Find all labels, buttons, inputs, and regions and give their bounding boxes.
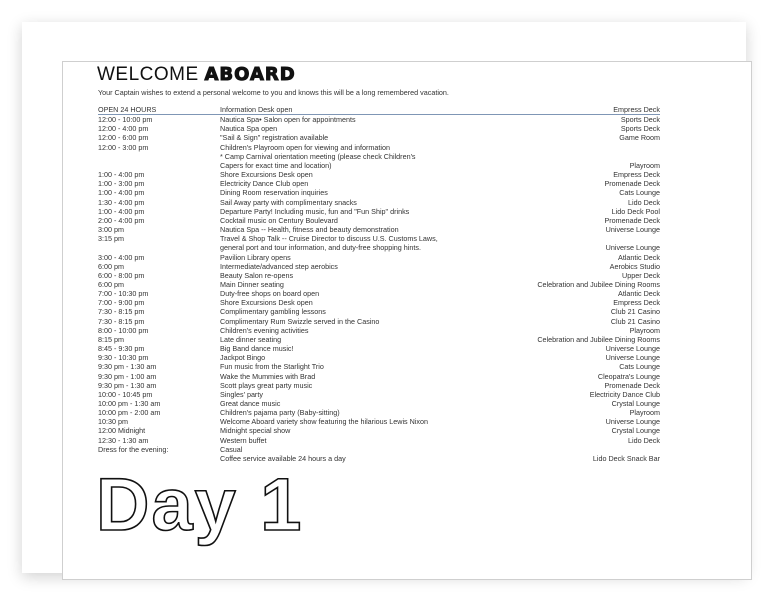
schedule-row <box>98 179 660 188</box>
location-cell: Universe Lounge <box>605 417 660 427</box>
description-cell: Information Desk open <box>220 105 293 114</box>
time-cell: 7:30 - 8:15 pm <box>98 307 145 317</box>
description-cell: Complimentary Rum Swizzle served in the Casino <box>220 316 380 326</box>
schedule-row <box>98 225 660 234</box>
time-cell: 12:00 Midnight <box>98 426 146 436</box>
description-cell: Jackpot Bingo <box>220 353 266 363</box>
description-cell: Midnight special show <box>220 426 291 436</box>
description-cell: Scott plays great party music <box>220 380 313 390</box>
time-cell: Dress for the evening: <box>98 444 169 454</box>
time-cell: 1:30 - 4:00 pm <box>98 197 145 207</box>
time-cell: 9:30 pm - 1:30 am <box>98 380 157 390</box>
description-cell: Nautica Spa open <box>220 124 278 134</box>
schedule-row <box>98 280 660 289</box>
time-cell: 9:30 - 10:30 pm <box>98 353 149 363</box>
location-cell: Lido Deck <box>628 197 660 207</box>
time-cell: 6:00 pm <box>98 261 124 271</box>
description-cell: Casual <box>220 444 243 454</box>
description-cell: Great dance music <box>220 399 281 408</box>
schedule-row <box>98 216 660 225</box>
time-cell: 9:30 pm - 1:00 am <box>98 371 157 381</box>
schedule-row <box>98 362 660 371</box>
location-cell: Sports Deck <box>620 115 660 125</box>
schedule-row <box>98 335 660 344</box>
schedule-row <box>98 326 660 335</box>
time-cell: 2:00 - 4:00 pm <box>98 215 145 225</box>
description-cell: Intermediate/advanced step aerobics <box>220 261 338 271</box>
schedule-row <box>98 115 660 124</box>
schedule-header-row <box>98 105 660 115</box>
schedule-row <box>98 317 660 326</box>
description-cell: Children's Playroom open for viewing and information <box>220 142 390 152</box>
location-cell: Playroom <box>629 160 660 170</box>
time-cell: 12:00 - 4:00 pm <box>98 124 149 134</box>
description-cell: Pavilion Library opens <box>220 252 291 262</box>
description-cell: Electricity Dance Club open <box>220 179 309 189</box>
location-cell: Promenade Deck <box>604 179 660 189</box>
description-cell: general port and tour information, and duty-free shopping hints. <box>220 243 421 253</box>
page-title <box>97 64 296 86</box>
schedule-row <box>98 198 660 207</box>
location-cell: Cleopatra's Lounge <box>597 371 660 381</box>
schedule-row <box>98 262 660 271</box>
title-bold: ABOARD <box>204 64 296 85</box>
description-cell: Children's evening activities <box>220 325 309 335</box>
time-cell: 10:00 pm - 2:00 am <box>98 408 161 418</box>
time-cell: 12:00 - 3:00 pm <box>98 142 149 152</box>
description-cell: Shore Excursions Desk open <box>220 170 313 180</box>
description-cell: Nautica Spa• Salon open for appointments <box>220 115 356 125</box>
description-cell: Singles' party <box>220 389 263 399</box>
location-cell: Game Room <box>619 133 660 143</box>
time-cell: OPEN 24 HOURS <box>98 105 157 114</box>
time-cell: 12:30 - 1:30 am <box>98 435 149 445</box>
time-cell: 9:30 pm - 1:30 am <box>98 362 157 372</box>
time-cell: 3:15 pm <box>98 234 124 244</box>
location-cell: Universe Lounge <box>605 225 660 235</box>
schedule-row <box>98 445 660 454</box>
time-cell: 3:00 pm <box>98 225 124 235</box>
description-cell: Big Band dance music! <box>220 344 294 354</box>
location-cell: Atlantic Deck <box>618 252 660 262</box>
location-cell: Club 21 Casino <box>610 316 660 326</box>
schedule-row <box>98 188 660 197</box>
schedule-row <box>98 170 660 179</box>
schedule-row <box>98 271 660 280</box>
time-cell: 8:45 - 9:30 pm <box>98 344 145 354</box>
location-cell: Crystal Lounge <box>611 426 660 436</box>
description-cell: Wake the Mummies with Brad <box>220 371 316 381</box>
location-cell: Upper Deck <box>622 270 660 280</box>
description-cell: Coffee service available 24 hours a day <box>220 453 346 463</box>
schedule-row <box>98 152 660 161</box>
time-cell: 8:15 pm <box>98 334 124 344</box>
location-cell: Cats Lounge <box>619 362 660 372</box>
schedule-row <box>98 133 660 142</box>
title-light: WELCOME <box>97 64 199 85</box>
schedule-row <box>98 426 660 435</box>
schedule-table <box>98 105 660 463</box>
time-cell: 1:00 - 4:00 pm <box>98 170 145 180</box>
location-cell: Lido Deck Snack Bar <box>592 453 660 463</box>
description-cell: Shore Excursions Desk open <box>220 298 313 308</box>
location-cell: Lido Deck Pool <box>611 206 660 216</box>
description-cell: Fun music from the Starlight Trio <box>220 362 324 372</box>
schedule-row <box>98 298 660 307</box>
schedule-row <box>98 161 660 170</box>
schedule-row <box>98 417 660 426</box>
description-cell: Duty-free shops on board open <box>220 289 320 299</box>
time-cell: 7:00 - 9:00 pm <box>98 298 145 308</box>
schedule-row <box>98 372 660 381</box>
location-cell: Playroom <box>629 325 660 335</box>
time-cell: 6:00 pm <box>98 279 124 289</box>
location-cell: Universe Lounge <box>605 243 660 253</box>
location-cell: Sports Deck <box>620 124 660 134</box>
location-cell: Atlantic Deck <box>618 289 660 299</box>
time-cell: 3:00 - 4:00 pm <box>98 252 145 262</box>
location-cell: Universe Lounge <box>605 344 660 354</box>
location-cell: Playroom <box>629 408 660 418</box>
schedule-row <box>98 253 660 262</box>
description-cell: Departure Party! Including music, fun and "Fun Ship" drinks <box>220 206 410 216</box>
time-cell: 12:00 - 6:00 pm <box>98 133 149 143</box>
schedule-row <box>98 344 660 353</box>
location-cell: Promenade Deck <box>604 215 660 225</box>
location-cell: Empress Deck <box>613 298 660 308</box>
location-cell: Celebration and Jubilee Dining Rooms <box>537 334 660 344</box>
description-cell: Late dinner seating <box>220 334 282 344</box>
time-cell: 7:00 - 10:30 pm <box>98 289 149 299</box>
subtitle: Your Captain wishes to extend a personal welcome to you and knows this will be a long remembered vacation. <box>98 88 449 97</box>
location-cell: Empress Deck <box>613 170 660 180</box>
description-cell: Nautica Spa -- Health, fitness and beauty demonstration <box>220 225 399 235</box>
schedule-row <box>98 124 660 133</box>
description-cell: Dining Room reservation inquiries <box>220 188 328 198</box>
time-cell: 8:00 - 10:00 pm <box>98 325 149 335</box>
schedule-row <box>98 307 660 316</box>
location-cell: Cats Lounge <box>619 188 660 198</box>
location-cell: Universe Lounge <box>605 353 660 363</box>
schedule-row <box>98 353 660 362</box>
schedule-row <box>98 390 660 399</box>
description-cell: "Sail & Sign" registration available <box>220 133 329 143</box>
location-cell: Empress Deck <box>613 105 660 114</box>
location-cell: Lido Deck <box>628 435 660 445</box>
time-cell: 1:00 - 4:00 pm <box>98 188 145 198</box>
description-cell: Capers for exact time and location) <box>220 160 332 170</box>
description-cell: Cocktail music on Century Boulevard <box>220 215 338 225</box>
schedule-row <box>98 399 660 408</box>
schedule-row <box>98 436 660 445</box>
description-cell: Beauty Salon re-opens <box>220 270 294 280</box>
time-cell: 10:30 pm <box>98 417 128 427</box>
schedule-row <box>98 381 660 390</box>
schedule-row <box>98 289 660 298</box>
time-cell: 10:00 pm - 1:30 am <box>98 399 161 408</box>
description-cell: * Camp Carnival orientation meeting (please check Children's <box>220 151 416 161</box>
description-cell: Complimentary gambling lessons <box>220 307 326 317</box>
location-cell: Club 21 Casino <box>610 307 660 317</box>
description-cell: Western buffet <box>220 435 267 445</box>
time-cell: 7:30 - 8:15 pm <box>98 316 145 326</box>
time-cell: 1:00 - 3:00 pm <box>98 179 145 189</box>
description-cell: Travel & Shop Talk -- Cruise Director to discuss U.S. Customs Laws, <box>220 234 438 244</box>
time-cell: 12:00 - 10:00 pm <box>98 115 153 125</box>
description-cell: Main Dinner seating <box>220 279 284 289</box>
description-cell: Welcome Aboard variety show featuring the hilarious Lewis Nixon <box>220 417 429 427</box>
schedule-row <box>98 408 660 417</box>
location-cell: Promenade Deck <box>604 380 660 390</box>
schedule-row <box>98 143 660 152</box>
description-cell: Sail Away party with complimentary snacks <box>220 197 357 207</box>
location-cell: Electricity Dance Club <box>589 389 660 399</box>
location-cell: Aerobics Studio <box>609 261 660 271</box>
description-cell: Children's pajama party (Baby-sitting) <box>220 408 340 418</box>
time-cell: 10:00 - 10:45 pm <box>98 389 153 399</box>
schedule-row <box>98 243 660 252</box>
time-cell: 6:00 - 8:00 pm <box>98 270 145 280</box>
time-cell: 1:00 - 4:00 pm <box>98 206 145 216</box>
schedule-row <box>98 234 660 243</box>
schedule-row <box>98 207 660 216</box>
location-cell: Celebration and Jubilee Dining Rooms <box>537 279 660 289</box>
location-cell: Crystal Lounge <box>611 399 660 408</box>
day-label: Day 1 <box>96 463 304 546</box>
